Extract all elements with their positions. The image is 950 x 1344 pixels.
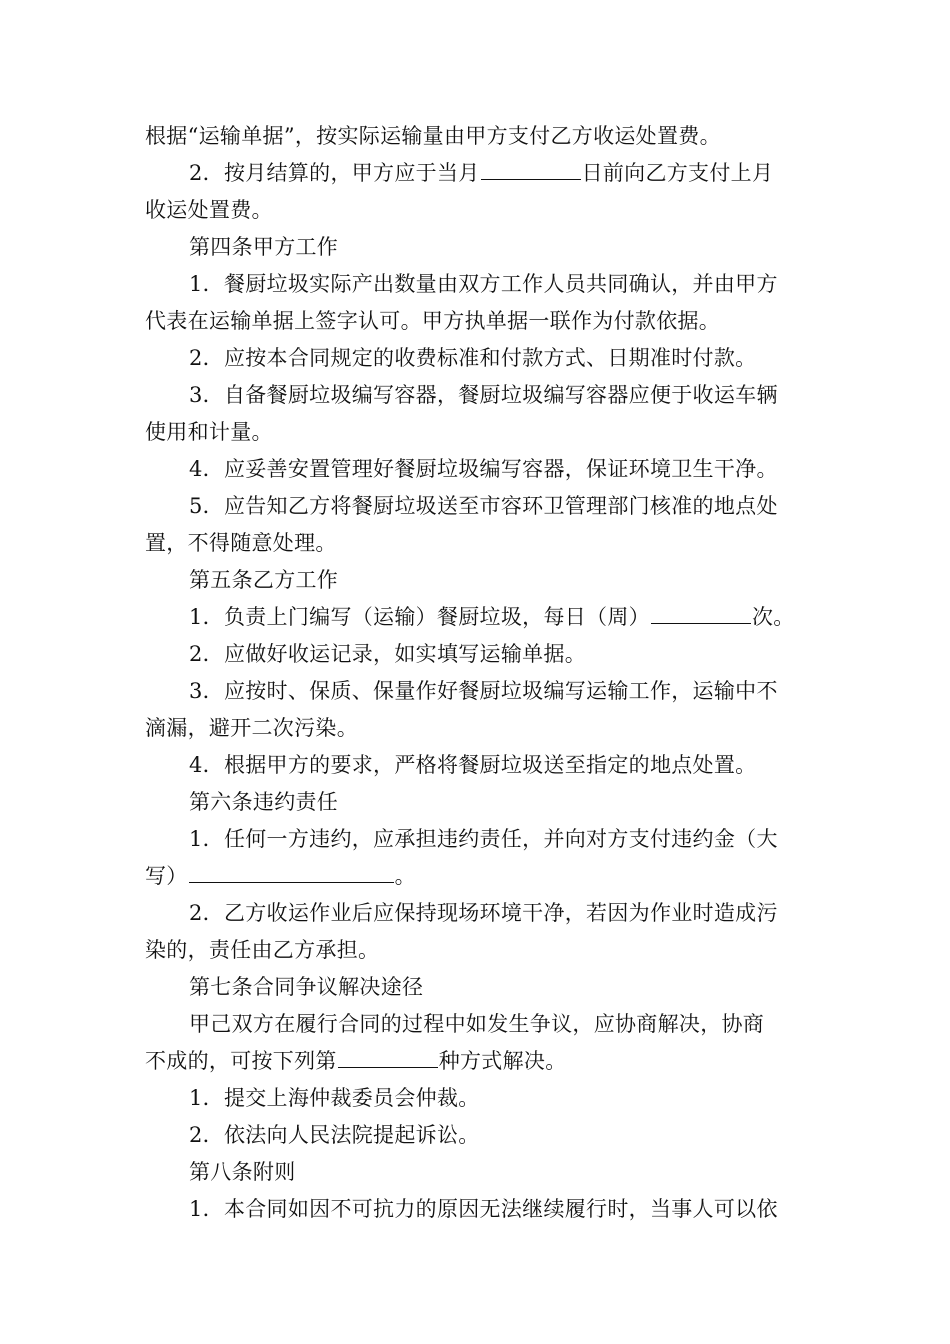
paragraph-line: 代表在运输单据上签字认可。甲方执单据一联作为付款依据。 [145, 309, 721, 333]
paragraph-line: 2．应按本合同规定的收费标准和付款方式、日期准时付款。 [189, 346, 757, 370]
paragraph-line [145, 858, 807, 895]
paragraph-line: 5．应告知乙方将餐厨垃圾送至市容环卫管理部门核准的地点处 [189, 494, 778, 518]
section-heading: 第八条附则 [189, 1160, 296, 1184]
fill-in-blank [338, 1048, 438, 1068]
text-segment: 不成的，可按下列第 [145, 1049, 337, 1073]
section-heading: 第四条甲方工作 [189, 235, 339, 259]
paragraph-line [145, 599, 807, 636]
paragraph-line: 4．根据甲方的要求，严格将餐厨垃圾送至指定的地点处置。 [189, 753, 757, 777]
paragraph-line: 1．本合同如因不可抗力的原因无法继续履行时，当事人可以依 [189, 1197, 778, 1221]
text-segment: 1．负责上门编写（运输）餐厨垃圾，每日（周） [189, 605, 650, 629]
paragraph-line: 2．应做好收运记录，如实填写运输单据。 [189, 642, 587, 666]
paragraph-line: 2．依法向人民法院提起诉讼。 [189, 1123, 480, 1147]
text-segment: 次。 [751, 605, 795, 629]
paragraph-line: 1．任何一方违约，应承担违约责任，并向对方支付违约金（大 [189, 827, 778, 851]
paragraph-line: 染的，责任由乙方承担。 [145, 938, 380, 962]
section-heading: 第七条合同争议解决途径 [189, 975, 424, 999]
text-segment: 2．按月结算的，甲方应于当月 [189, 161, 480, 185]
paragraph-line: 置，不得随意处理。 [145, 531, 337, 555]
fill-in-blank [651, 604, 751, 624]
fill-in-blank [189, 863, 394, 883]
paragraph-line: 滴漏，避开二次污染。 [145, 716, 358, 740]
paragraph-line: 3．应按时、保质、保量作好餐厨垃圾编写运输工作，运输中不 [189, 679, 778, 703]
text-segment: 写） [145, 864, 188, 888]
text-segment: 种方式解决。 [438, 1049, 567, 1073]
paragraph-line: 2．乙方收运作业后应保持现场环境干净，若因为作业时造成污 [189, 901, 778, 925]
paragraph-line: 根据“运输单据”，按实际运输量由甲方支付乙方收运处置费。 [145, 124, 721, 148]
paragraph-line [145, 155, 807, 192]
fill-in-blank [481, 160, 581, 180]
paragraph-line: 甲己双方在履行合同的过程中如发生争议，应协商解决，协商 [189, 1012, 765, 1036]
paragraph-line: 4．应妥善安置管理好餐厨垃圾编写容器，保证环境卫生干净。 [189, 457, 778, 481]
paragraph-line: 3．自备餐厨垃圾编写容器，餐厨垃圾编写容器应便于收运车辆 [189, 383, 778, 407]
document-body [145, 118, 807, 1228]
text-segment: 日前向乙方支付上月 [581, 161, 774, 185]
paragraph-line: 1．提交上海仲裁委员会仲裁。 [189, 1086, 480, 1110]
section-heading: 第五条乙方工作 [189, 568, 339, 592]
paragraph-line: 收运处置费。 [145, 198, 273, 222]
section-heading: 第六条违约责任 [189, 790, 339, 814]
paragraph-line [145, 1043, 807, 1080]
paragraph-line: 使用和计量。 [145, 420, 273, 444]
text-segment: 。 [394, 864, 416, 888]
paragraph-line: 1．餐厨垃圾实际产出数量由双方工作人员共同确认，并由甲方 [189, 272, 778, 296]
